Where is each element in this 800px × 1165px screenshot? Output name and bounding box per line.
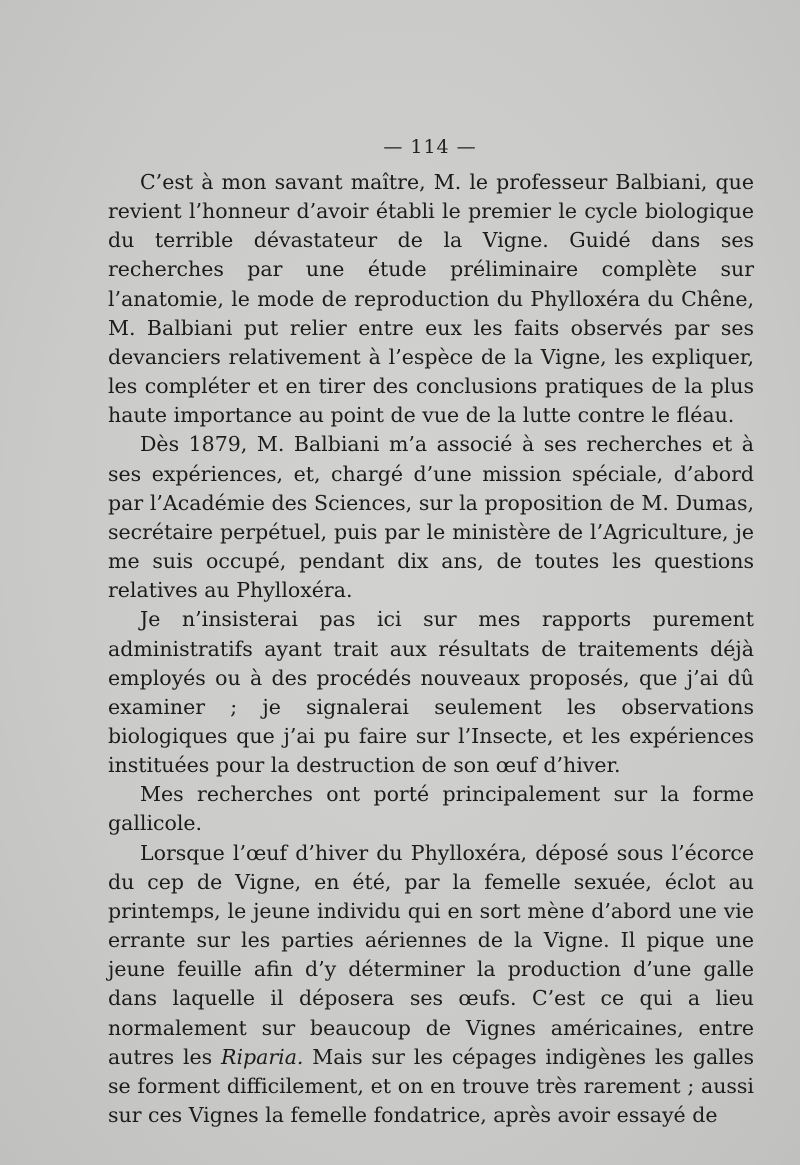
paragraph-reports: Je n’insisterai pas ici sur mes rapports purement administratifs ayant trait aux résultats de traitements déjà employés ou à des procédés nouveaux proposés, que j’ai dû examiner ; je signalerai seulement les observations biologiques que j’ai pu faire sur l’Insecte, et les expériences instituées pour la destruction de son œuf d’hiver. [108,607,754,778]
paragraph-gallicole: Mes recherches ont porté principalement sur la forme gallicole. [108,782,754,836]
paragraph-mission: Dès 1879, M. Balbiani m’a associé à ses recherches et à ses expériences, et, chargé d’une mission spéciale, d’abord par l’Académie des Sciences, sur la proposition de M. Dumas, secrétaire perpétuel, puis par le ministère de l’Agriculture, je me suis occupé, pendant dix ans, de toutes les questions relatives au Phylloxéra. [108,432,754,603]
body-text [108,168,754,1130]
italic-riparia: Riparia. [221,1044,304,1069]
paragraph-balbiani: C’est à mon savant maître, M. le professeur Balbiani, que revient l’honneur d’avoir établi le premier le cycle biologique du terrible dévastateur de la Vigne. Guidé dans ses recherches par une étude préliminaire complète sur l’anatomie, le mode de reproduction du Phylloxéra du Chêne, M. Balbiani put relier entre eux les faits observés par ses devanciers relativement à l’espèce de la Vigne, les expliquer, les compléter et en tirer des conclusions pratiques de la plus haute importance au point de vue de la lutte contre le fléau. [108,170,754,428]
paragraph-winter-egg-start: Lorsque l’œuf d’hiver du Phylloxéra, déposé sous l’écorce du cep de Vigne, en été, par la femelle sexuée, éclot au printemps, le jeune individu qui en sort mène d’abord une vie errante sur les parties aériennes de la Vigne. Il pique une jeune feuille afin d’y déterminer la production d’une galle dans laquelle il déposera ses œufs. C’est ce qui a lieu normalement sur beaucoup de Vignes américaines, entre autres les [108,840,754,1069]
paragraph-winter-egg [108,839,754,1131]
page-number: — 114 — [383,136,477,158]
paragraph-winter-egg-end: Mais sur les cépages indigènes les galles se forment difficilement, et on en trouve très rarement ; aussi sur ces Vignes la femelle fondatrice, après avoir essayé de [108,1044,754,1127]
